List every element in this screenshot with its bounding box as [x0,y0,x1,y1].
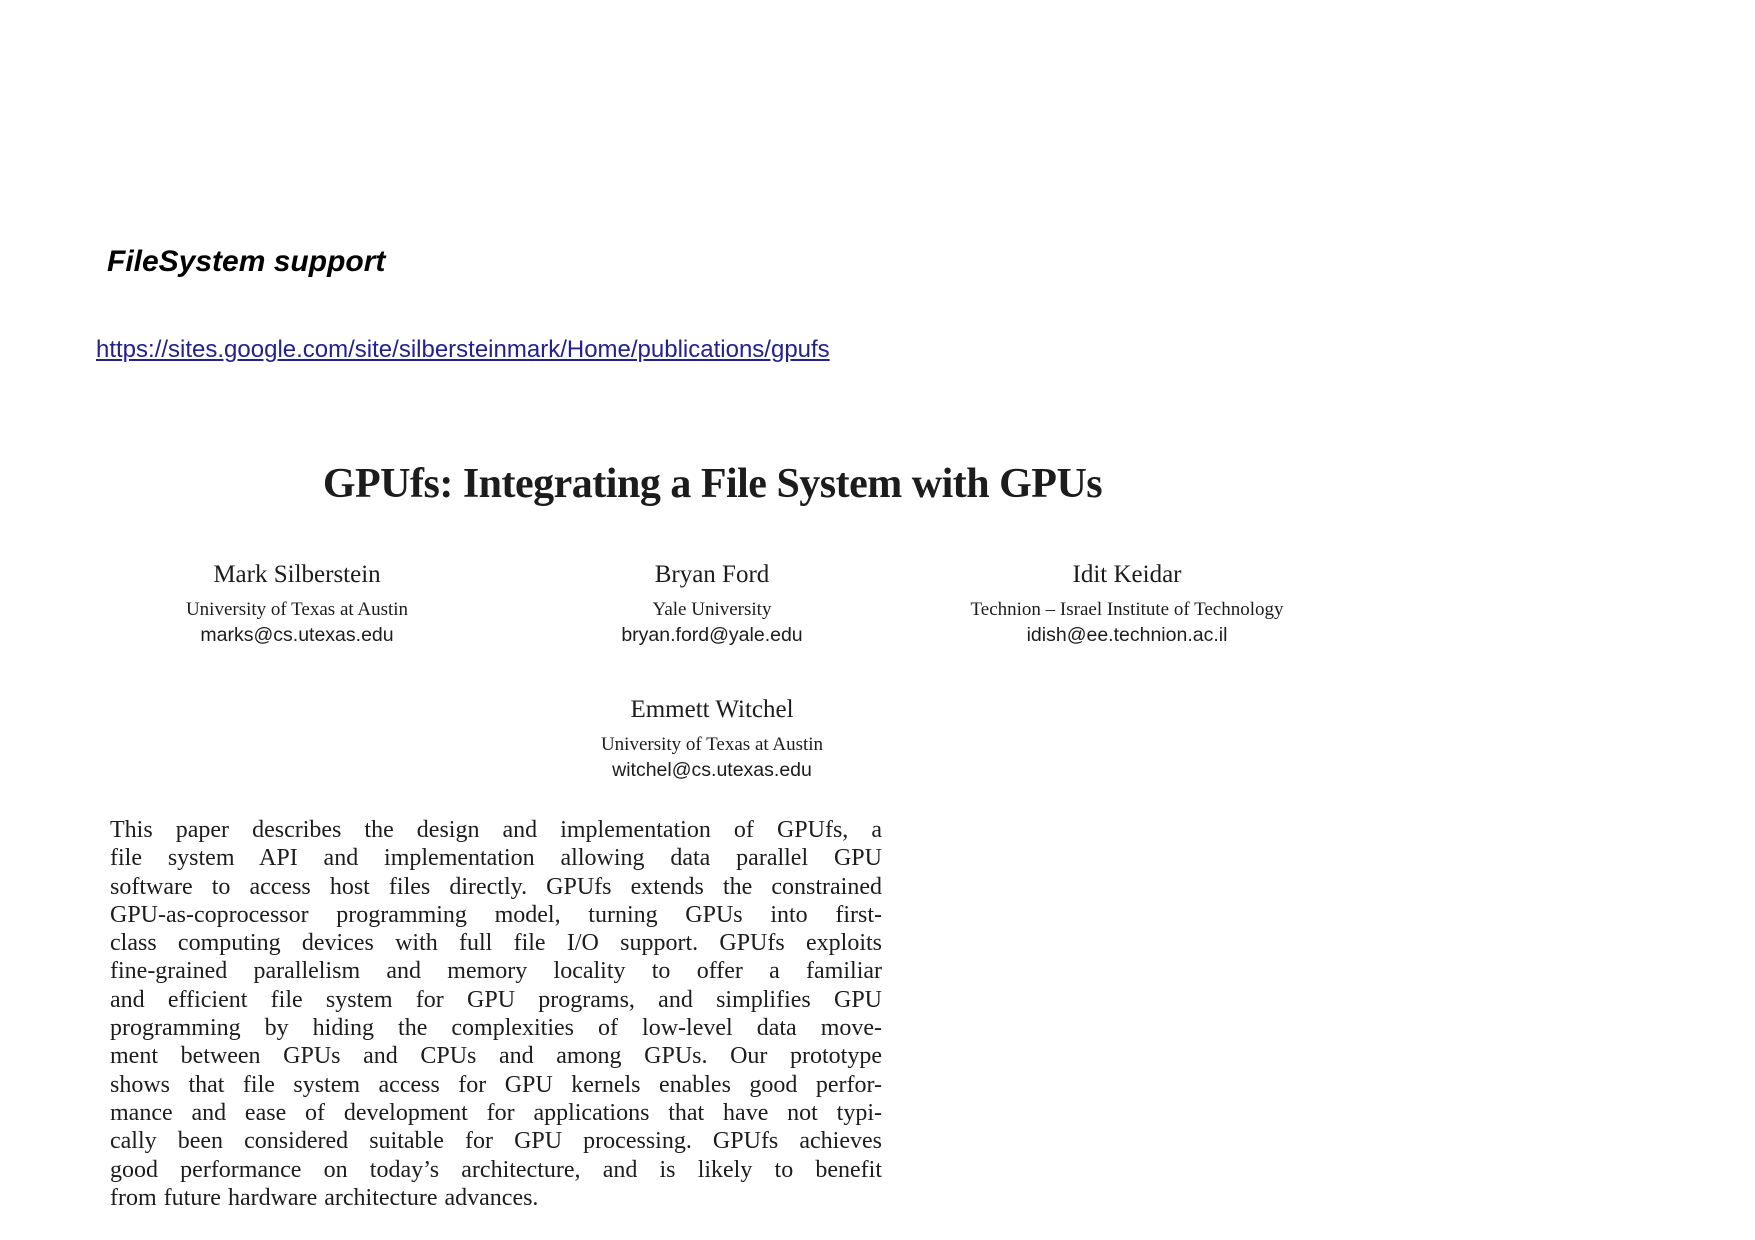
abstract-line: file system API and implementation allowing data parallel GPU [110,845,882,872]
author-name: Idit Keidar [1072,561,1182,588]
abstract-line: shows that file system access for GPU kernels enables good perfor- [110,1071,882,1098]
author-affiliation: Technion – Israel Institute of Technology [970,599,1284,620]
author-block-emmett-witchel [601,696,823,782]
paper-title: GPUfs: Integrating a File System with GPUs [322,461,1103,507]
abstract-line: This paper describes the design and implementation of GPUfs, a [110,817,882,843]
author-email: idish@ee.technion.ac.il [1026,624,1228,646]
abstract-line: GPU-as-coprocessor programming model, turning GPUs into first- [110,901,882,928]
author-email: marks@cs.utexas.edu [200,624,394,646]
abstract-line: good performance on today’s architecture, and is likely to benefit [110,1156,882,1183]
author-affiliation: Yale University [652,599,772,620]
abstract-line: mance and ease of development for applications that have not typi- [110,1099,882,1126]
abstract-line: ment between GPUs and CPUs and among GPUs. Our prototype [110,1043,882,1070]
abstract-line: software to access host files directly. GPUfs extends the constrained [110,873,882,900]
author-block-mark-silberstein [186,561,408,647]
author-name: Emmett Witchel [630,696,794,723]
publications-link[interactable]: https://sites.google.com/site/silbersteinmark/Home/publications/gpufs [96,336,830,363]
abstract-line: from future hardware architecture advances. [110,1184,539,1211]
paper-abstract [110,816,882,1212]
author-block-bryan-ford [621,561,802,647]
abstract-line: fine-grained parallelism and memory locality to offer a familiar [110,958,882,985]
abstract-line: cally been considered suitable for GPU processing. GPUfs achieves [110,1128,882,1155]
author-affiliation: University of Texas at Austin [600,734,824,755]
author-affiliation: University of Texas at Austin [185,599,409,620]
author-email: bryan.ford@yale.edu [621,624,803,646]
author-block-idit-keidar [970,561,1283,647]
abstract-line: and efficient file system for GPU programs, and simplifies GPU [110,986,882,1013]
author-email: witchel@cs.utexas.edu [612,759,812,781]
abstract-line: class computing devices with full file I/O support. GPUfs exploits [110,930,882,957]
paper-screenshot [110,460,1315,1230]
author-name: Mark Silberstein [213,561,381,588]
abstract-line: programming by hiding the complexities of low-level data move- [110,1015,882,1042]
document-heading: FileSystem support [107,245,386,278]
author-name: Bryan Ford [654,561,770,588]
